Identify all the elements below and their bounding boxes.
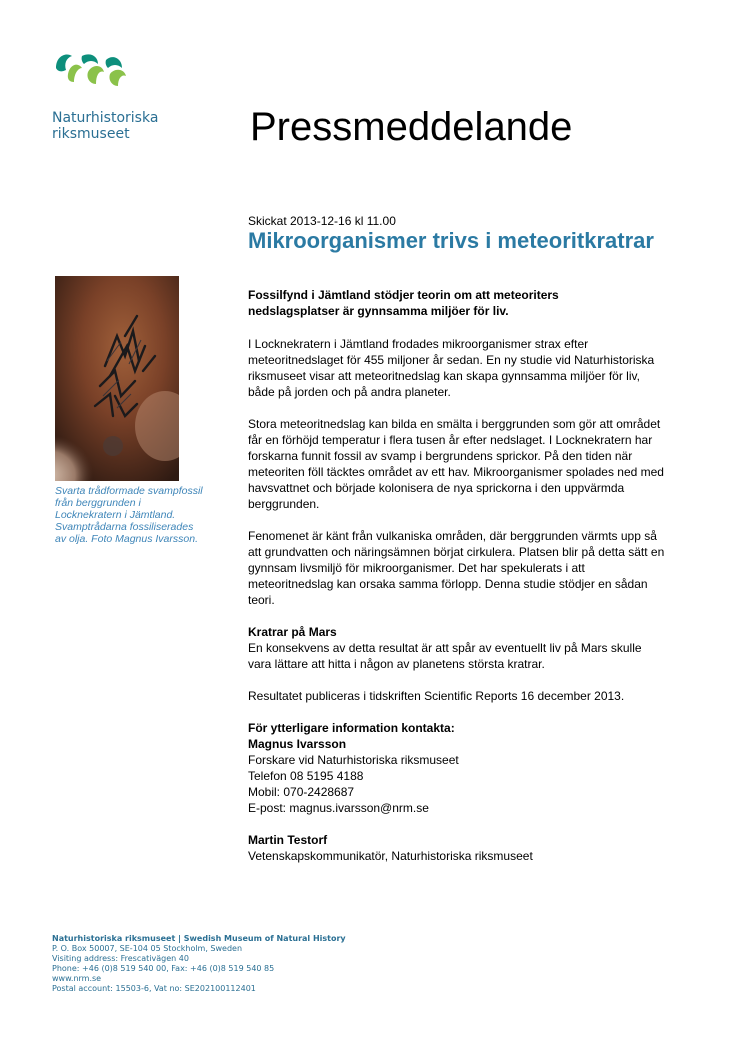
contact-phone: Telefon 08 5195 4188 xyxy=(248,769,364,783)
museum-logo xyxy=(52,50,182,150)
article-body xyxy=(248,336,668,864)
logo-wordmark xyxy=(52,110,158,142)
section-text: En konsekvens av detta resultat är att spår av eventuellt liv på Mars skulle vara lättare att hitta i någon av planetens största kratrar. xyxy=(248,641,642,671)
article-lead: Fossilfynd i Jämtland stödjer teorin om att meteoriters nedslagsplatser är gynnsamma miljöer för liv. xyxy=(248,288,559,318)
page-heading: Pressmeddelande xyxy=(250,105,573,149)
contact-name: Martin Testorf xyxy=(248,833,328,847)
logo-line-2: riksmuseet xyxy=(52,126,130,142)
footer-postal: Postal account: 15503-6, Vat no: SE202100112401 xyxy=(52,984,256,993)
footer-visiting: Visiting address: Frescativägen 40 xyxy=(52,954,189,963)
photo-caption: Svarta trådformade svampfossil från berggrunden i Locknekratern i Jämtland. Svamptrådarna fossiliserades av olja. Foto Magnus Ivarsson. xyxy=(55,485,203,545)
contact-role: Forskare vid Naturhistoriska riksmuseet xyxy=(248,753,459,767)
paragraph: I Locknekratern i Jämtland frodades mikroorganismer strax efter meteoritnedslaget för 455 miljoner år sedan. En ny studie vid Naturhistoriska riksmuseet visar att meteoritnedslag kan skapa gynnsamma miljöer för liv, både på jorden och på andra planeter. xyxy=(248,337,655,399)
contact-role: Vetenskapskommunikatör, Naturhistoriska riksmuseet xyxy=(248,849,533,863)
article-title: Mikroorganismer trivs i meteoritkratrar xyxy=(248,228,654,253)
footer-title: Naturhistoriska riksmuseet | Swedish Museum of Natural History xyxy=(52,934,346,943)
contact-name: Magnus Ivarsson xyxy=(248,737,347,751)
footer-phone: Phone: +46 (0)8 519 540 00, Fax: +46 (0)8 519 540 85 xyxy=(52,964,275,973)
contact-email: E-post: magnus.ivarsson@nrm.se xyxy=(248,801,429,815)
contact-mobile: Mobil: 070-2428687 xyxy=(248,785,355,799)
contact-heading: För ytterligare information kontakta: xyxy=(248,721,455,735)
page-footer xyxy=(52,934,372,994)
logo-line-1: Naturhistoriska xyxy=(52,110,159,126)
publication-note: Resultatet publiceras i tidskriften Scientific Reports 16 december 2013. xyxy=(248,689,625,703)
footer-address: P. O. Box 50007, SE-104 05 Stockholm, Sweden xyxy=(52,944,243,953)
footer-website: www.nrm.se xyxy=(52,974,102,983)
paragraph: Fenomenet är känt från vulkaniska områden, där berggrunden värmts upp så att grundvatten och näringsämnen börjat cirkulera. Platsen blir på detta sätt en gynnsam livsmiljö för mikroorganismer. Det har spekulerats i att meteoritnedslag kan orsaka samma förlopp. Denna studie stödjer en sådan teori. xyxy=(248,529,665,607)
paragraph: Stora meteoritnedslag kan bilda en smälta i berggrunden som gör att området får en förhöjd temperatur i flera tusen år efter nedslaget. I Locknekratern har forskarna funnit fossil av svamp i bergrundens sprickor. På den tiden när meteoriten föll täcktes området av ett hav. Mikroorganismer spolades ned med havsvattnet och började kolonisera de nya sprickorna i den uppvärmda berggrunden. xyxy=(248,417,664,511)
logo-mark-icon xyxy=(52,50,132,90)
sent-date: Skickat 2013-12-16 kl 11.00 xyxy=(248,214,396,228)
fossil-photo xyxy=(55,276,179,481)
section-heading: Kratrar på Mars xyxy=(248,625,337,639)
fossil-image xyxy=(55,276,179,481)
